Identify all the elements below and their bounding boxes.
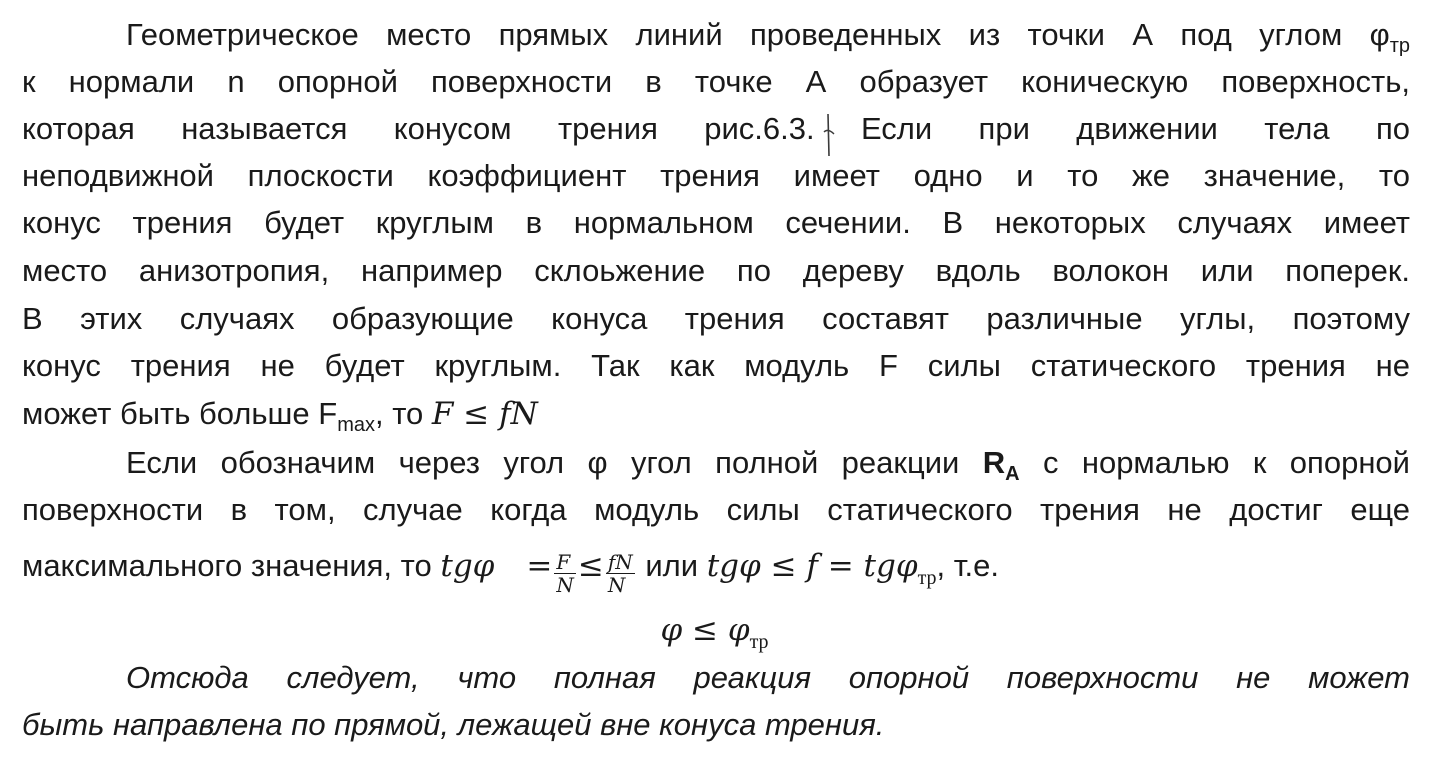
conclusion-line-1: Отсюда следует, что полная реакция опорной поверхности не может <box>126 660 1410 695</box>
p1-line-8: конус трения не будет круглым. Так как модуль F силы статического трения не <box>22 348 1410 383</box>
p2-line-1: Если обозначим через угол φ угол полной реакции $R_A$ с нормалью к опорной <box>126 445 1410 485</box>
p2-line-2: поверхности в том, случае когда модуль силы статического трения не достиг еще <box>22 492 1410 527</box>
p1-line-7: В этих случаях образующие конуса трения составят различные углы, поэтому <box>22 301 1410 336</box>
p1-line-3: которая называется конусом трения рис.6.3. Если при движении тела по <box>22 111 1410 146</box>
p1-line-2: к нормали n опорной поверхности в точке А образует коническую поверхность, <box>22 64 1410 99</box>
p1-line-6: место анизотропия, например склоьжение по дереву вдоль волокон или поперек. <box>22 253 1410 288</box>
inequality-f-le-fn: F ≤ fN <box>431 396 538 432</box>
formula-phi-le-phi-tr: $\varphi \le \varphi_{тр}$ <box>660 612 769 653</box>
fraction-fn-over-n: $\frac{fN}{N}$ <box>607 550 633 597</box>
p1-line-5: конус трения будет круглым в нормальном сечении. В некоторых случаях имеет <box>22 205 1410 240</box>
conclusion-line-2: быть направлена по прямой, лежащей вне конуса трения. <box>22 707 885 742</box>
p1-line-1: Геометрическое место прямых линий проведенных из точки А под углом $\varphi_{тр}$ <box>126 17 1410 57</box>
pen-mark <box>818 112 840 158</box>
p2-line-3: максимального значения, то tgφ = $\frac{F}{N}$ ≤ $\frac{fN}{N}$ или tgφ ≤ f = tgφ$_{тр}$, т.е. <box>22 548 1000 597</box>
p1-line-9: может быть больше $F_{max}$, то F ≤ fN <box>22 396 538 436</box>
fraction-f-over-n: $\frac{F}{N}$ <box>556 550 574 597</box>
p1-line-4: неподвижной плоскости коэффициент трения имеет одно и то же значение, то <box>22 158 1410 193</box>
